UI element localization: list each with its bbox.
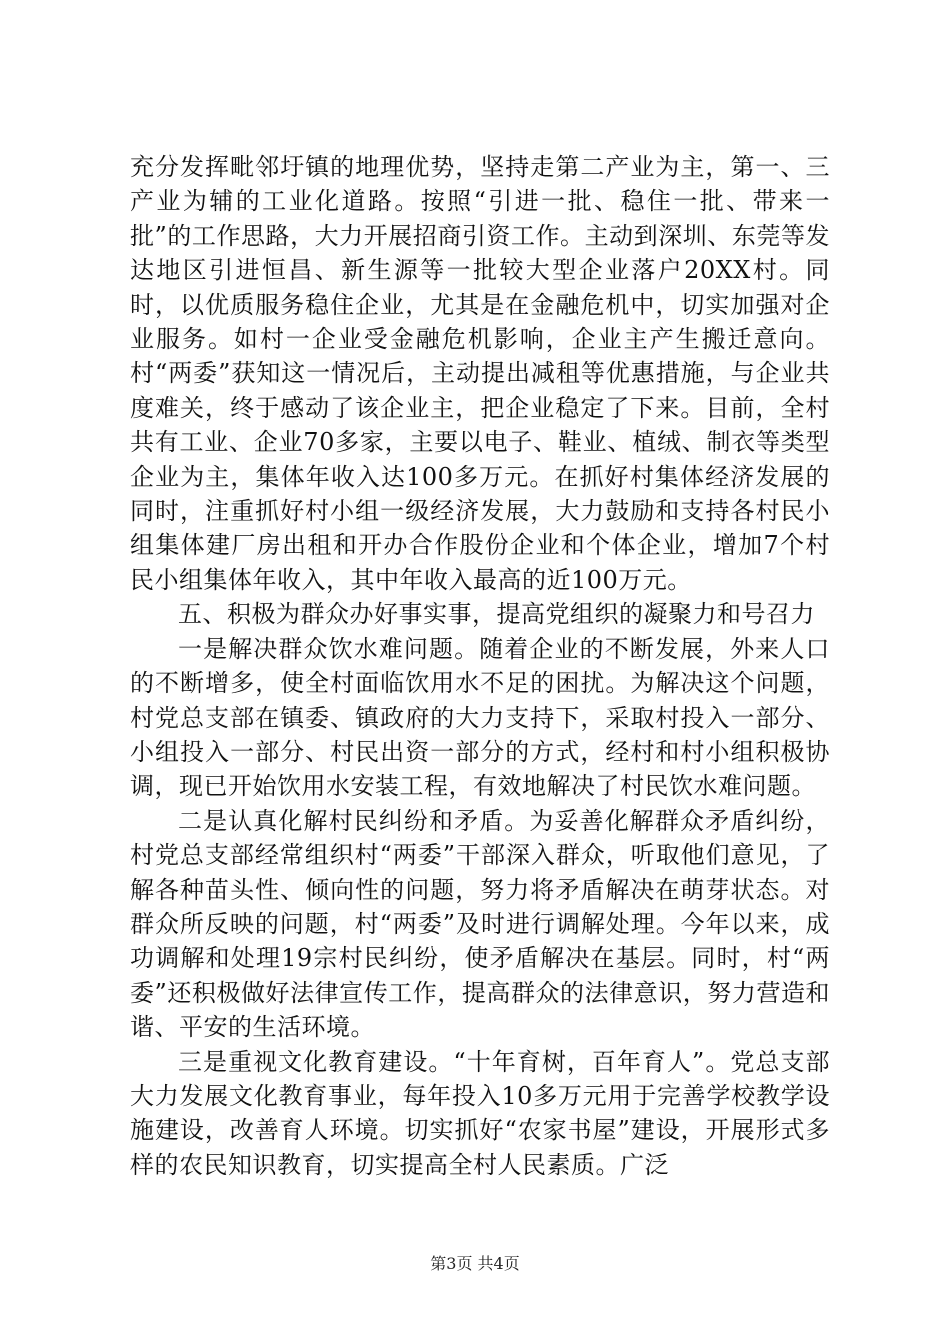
document-body (130, 150, 830, 1182)
paragraph-culture-education: 三是重视文化教育建设。“十年育树，百年育人”。党总支部大力发展文化教育事业，每年投入10多万元用于完善学校教学设施建设，改善育人环境。切实抓好“农家书屋”建设，开展形式多样的农民知识教育，切实提高全村人民素质。广泛 (130, 1047, 830, 1179)
paragraph-drinking-water: 一是解决群众饮水难问题。随着企业的不断发展，外来人口的不断增多，使全村面临饮用水不足的困扰。为解决这个问题，村党总支部在镇委、镇政府的大力支持下，采取村投入一部分、小组投入一部分、村民出资一部分的方式，经村和村小组积极协调，现已开始饮用水安装工程，有效地解决了村民饮水难问题。 (130, 634, 830, 801)
paragraph-dispute-resolution: 二是认真化解村民纠纷和矛盾。为妥善化解群众矛盾纠纷，村党总支部经常组织村“两委”干部深入群众，听取他们意见，了解各种苗头性、倾向性的问题，努力将矛盾解决在萌芽状态。对群众所反映的问题，村“两委”及时进行调解处理。今年以来，成功调解和处理19宗村民纠纷，使矛盾解决在基层。同时，村“两委”还积极做好法律宣传工作，提高群众的法律意识，努力营造和谐、平安的生活环境。 (130, 806, 830, 1042)
paragraph-1: 充分发挥毗邻圩镇的地理优势，坚持走第二产业为主，第一、三产业为辅的工业化道路。按照“引进一批、稳住一批、带来一批”的工作思路，大力开展招商引资工作。主动到深圳、东莞等发达地区引进恒昌、新生源等一批较大型企业落户20XX村。同时，以优质服务稳住企业，尤其是在金融危机中，切实加强对企业服务。如村一企业受金融危机影响，企业主产生搬迁意向。村“两委”获知这一情况后，主动提出减租等优惠措施，与企业共度难关，终于感动了该企业主，把企业稳定了下来。目前，全村共有工业、企业70多家，主要以电子、鞋业、植绒、制衣等类型企业为主，集体年收入达100多万元。在抓好村集体经济发展的同时，注重抓好村小组一级经济发展，大力鼓励和支持各村民小组集体建厂房出租和开办合作股份企业和个体企业，增加7个村民小组集体年收入，其中年收入最高的近100万元。 (130, 153, 830, 594)
section-heading-5: 五、积极为群众办好事实事，提高党组织的凝聚力和号召力 (178, 600, 815, 629)
page-footer: 第3页 共4页 (430, 1254, 520, 1273)
